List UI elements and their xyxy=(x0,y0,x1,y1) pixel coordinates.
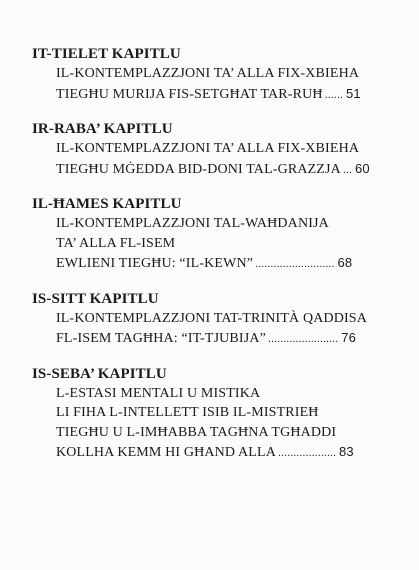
chapter-title-text: FL-ISEM TAGĦHA: “IT-TJUBIJA” xyxy=(56,331,266,346)
chapter-entry-6 xyxy=(32,290,392,350)
chapter-entry-4 xyxy=(32,120,392,180)
chapter-title-text: TIEGĦU MĠEDDA BID-DONI TAL-GRAZZJA xyxy=(56,161,341,177)
chapter-heading: IR-RABA’ KAPITLU xyxy=(32,121,173,137)
page-number: 60 xyxy=(355,160,370,176)
page-number: 68 xyxy=(337,255,353,270)
chapter-entry-3 xyxy=(32,45,392,105)
page-number: 51 xyxy=(345,85,361,101)
chapter-entry-5 xyxy=(32,195,392,275)
chapter-title-line: LI FIHA L-INTELLETT ISIB IL-MISTRIEĦ xyxy=(56,405,319,420)
chapter-title-line-last xyxy=(56,328,392,350)
chapter-title-text: EWLIENI TIEGĦU: “IL-KEWN” xyxy=(56,256,254,271)
dot-leader: ....................... xyxy=(267,333,339,345)
chapter-heading: IL-ĦAMES KAPITLU xyxy=(32,196,182,212)
chapter-title-line: IL-KONTEMPLAZZJONI TAT-TRINITÀ QADDISA xyxy=(56,310,367,326)
chapter-title-line: TA’ ALLA FL-ISEM xyxy=(56,235,176,251)
table-of-contents xyxy=(32,45,392,479)
chapter-title-text: TIEGĦU MURIJA FIS-SETGĦAT TAR-RUĦ xyxy=(56,86,323,102)
chapter-entry-7 xyxy=(32,365,392,464)
chapter-title-line: IL-KONTEMPLAZZJONI TAL-WAĦDANIJA xyxy=(56,216,329,231)
chapter-title-line-last xyxy=(56,253,392,275)
dot-leader: ................... xyxy=(277,447,337,459)
chapter-heading: IS-SITT KAPITLU xyxy=(32,290,159,307)
dot-leader: .......................... xyxy=(255,258,335,270)
chapter-title-line-last xyxy=(56,84,392,106)
chapter-title-line: TIEGĦU U L-IMĦABBA TAGĦNA TGĦADDI xyxy=(56,424,337,440)
chapter-heading: IS-SEBA’ KAPITLU xyxy=(32,365,167,382)
chapter-title-line: IL-KONTEMPLAZZJONI TA’ ALLA FIX-XBIEHA xyxy=(56,66,360,81)
page-number: 83 xyxy=(339,444,354,459)
dot-leader: ... xyxy=(342,163,353,176)
chapter-title-line-last xyxy=(56,159,392,181)
chapter-title-line: IL-KONTEMPLAZZJONI TA’ ALLA FIX-XBIEHA xyxy=(56,141,360,156)
chapter-title-text: KOLLHA KEMM HI GĦAND ALLA xyxy=(56,445,276,460)
chapter-heading: IT-TIELET KAPITLU xyxy=(32,46,181,62)
chapter-title-line-last xyxy=(56,442,392,464)
page-number: 76 xyxy=(341,330,357,345)
dot-leader: ...... xyxy=(324,88,343,101)
chapter-title-line: L-ESTASI MENTALI U MISTIKA xyxy=(56,385,261,401)
